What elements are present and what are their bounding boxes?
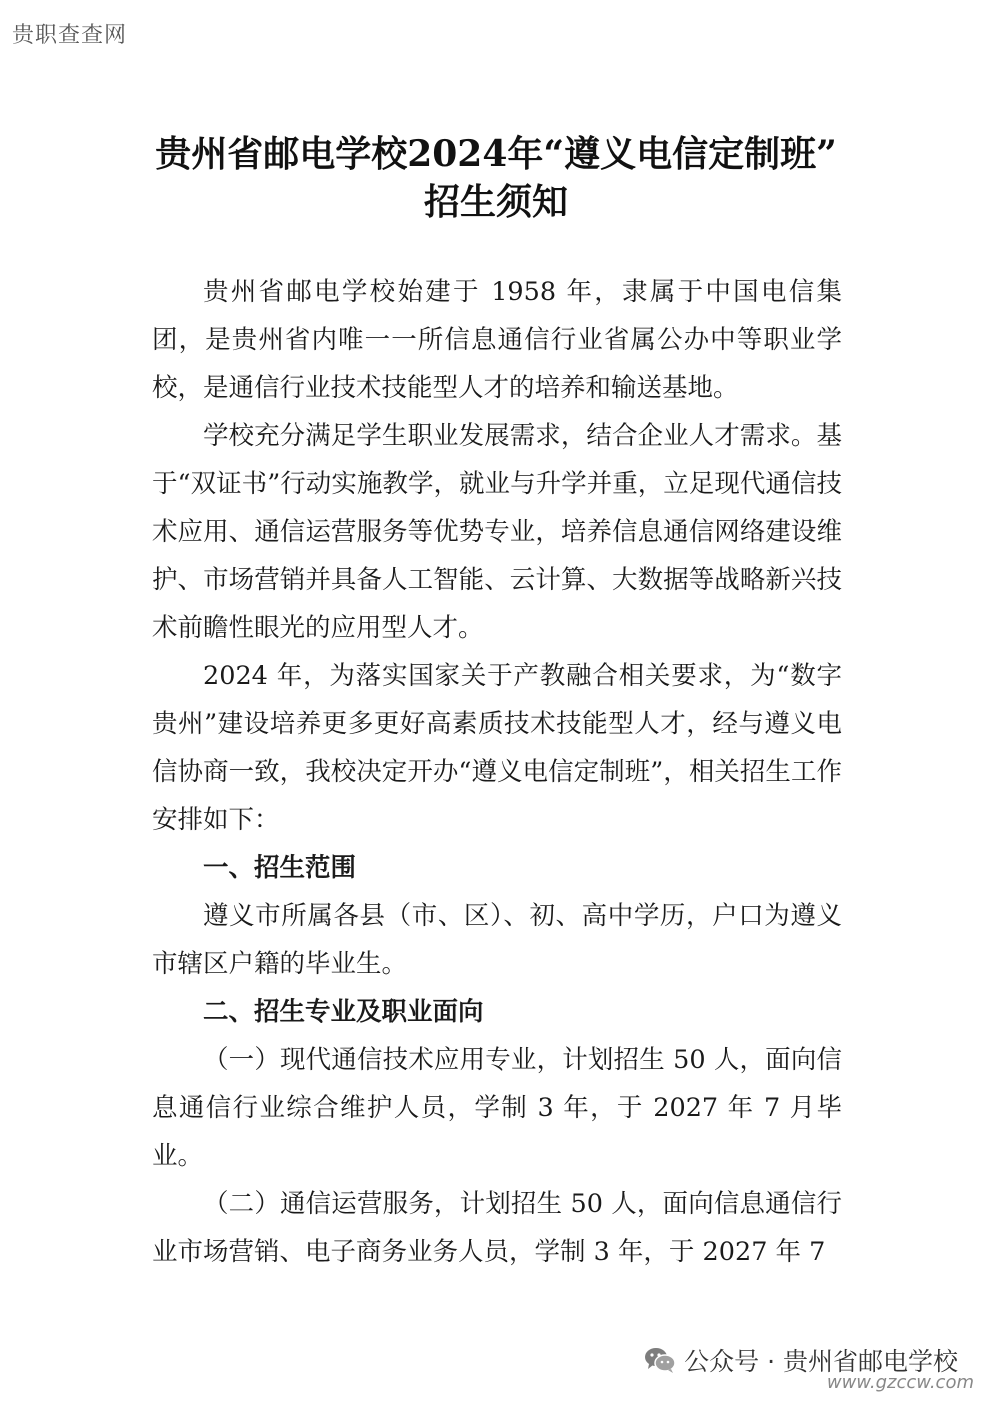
major-item-1: （一）现代通信技术应用专业，计划招生 50 人，面向信息通信行业综合维护人员，学制 3 年，于 2027 年 7 月毕业。 <box>152 1045 842 1171</box>
section-heading-scope: 一、招生范围 <box>203 853 357 883</box>
training-paragraph: 学校充分满足学生职业发展需求，结合企业人才需求。基于“双证书”行动实施教学，就业与升学并重，立足现代通信技术应用、通信运营服务等优势专业，培养信息通信网络建设维护、市场营销并具备人工智能、云计算、大数据等战略新兴技术前瞻性眼光的应用型人才。 <box>152 421 842 643</box>
scope-paragraph: 遵义市所属各县（市、区）、初、高中学历，户口为遵义市辖区户籍的毕业生。 <box>152 901 842 979</box>
document-body <box>152 268 842 1276</box>
intro-paragraph: 贵州省邮电学校始建于 1958 年，隶属于中国电信集团，是贵州省内唯一一所信息通信行业省属公办中等职业学校，是通信行业技术技能型人才的培养和输送基地。 <box>152 277 842 403</box>
document-title-line1: 贵州省邮电学校2024年“遵义电信定制班” <box>155 133 837 175</box>
section-heading-majors: 二、招生专业及职业面向 <box>203 997 484 1027</box>
document-title-line2: 招生须知 <box>423 181 568 223</box>
major-item-2: （二）通信运营服务，计划招生 50 人，面向信息通信行业市场营销、电子商务业务人员，学制 3 年，于 2027 年 7 <box>152 1189 842 1267</box>
wechat-icon <box>644 1346 676 1374</box>
site-watermark: 贵职查查网 <box>12 23 128 48</box>
wechat-account-label: 公众号 · 贵州省邮电学校 <box>684 1347 958 1376</box>
site-url-watermark: www.gzccw.com <box>826 1372 974 1393</box>
plan-paragraph: 2024 年，为落实国家关于产教融合相关要求，为“数字贵州”建设培养更多更好高素质技术技能型人才，经与遵义电信协商一致，我校决定开办“遵义电信定制班”，相关招生工作安排如下： <box>152 661 842 835</box>
